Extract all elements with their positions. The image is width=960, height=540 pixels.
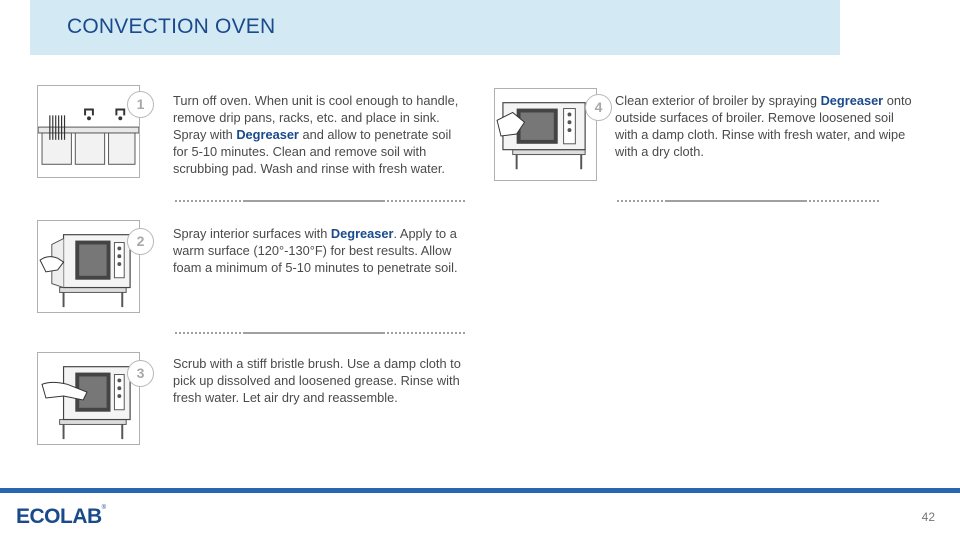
scrub-oven-icon: [37, 352, 140, 445]
sink-with-pans-icon: [37, 85, 140, 178]
divider: [175, 332, 465, 335]
step-2-text: Spray interior surfaces with Degreaser. Apply to a warm surface (120°-130°F) for best results. Allow foam a minimum of 5-10 minutes to penetrate soil.: [173, 226, 458, 275]
divider: [175, 200, 465, 203]
page-title: CONVECTION OVEN: [67, 15, 276, 38]
title-band: [30, 0, 840, 55]
product-name: Degreaser: [236, 127, 299, 142]
step-3-text: Scrub with a stiff bristle brush. Use a damp cloth to pick up dissolved and loosened grease. Rinse with fresh water. Let air dry and reassemble.: [173, 356, 461, 405]
ecolab-logo: ECOLAB®: [16, 505, 106, 528]
wipe-oven-exterior-icon: [494, 88, 597, 181]
step-1-text: Turn off oven. When unit is cool enough to handle, remove drip pans, racks, etc. and place in sink. Spray with Degreaser and allow to penetrate soil for 5-10 minutes. Clean and remove soil with scrubbing pad. Wash and rinse with fresh water.: [173, 93, 459, 176]
step-4-number: 4: [585, 94, 612, 121]
step-2-number: 2: [127, 228, 154, 255]
step-1-number: 1: [127, 91, 154, 118]
footer-rule: [0, 488, 960, 493]
step-4-text: Clean exterior of broiler by spraying Degreaser onto outside surfaces of broiler. Remove loosened soil with a damp cloth. Rinse with fresh water, and wipe with a dry cloth.: [615, 93, 912, 159]
step-3-number: 3: [127, 360, 154, 387]
product-name: Degreaser: [820, 93, 884, 108]
product-name: Degreaser: [330, 226, 394, 241]
divider: [617, 200, 879, 203]
spray-oven-interior-icon: [37, 220, 140, 313]
page-number: 42: [921, 510, 935, 524]
